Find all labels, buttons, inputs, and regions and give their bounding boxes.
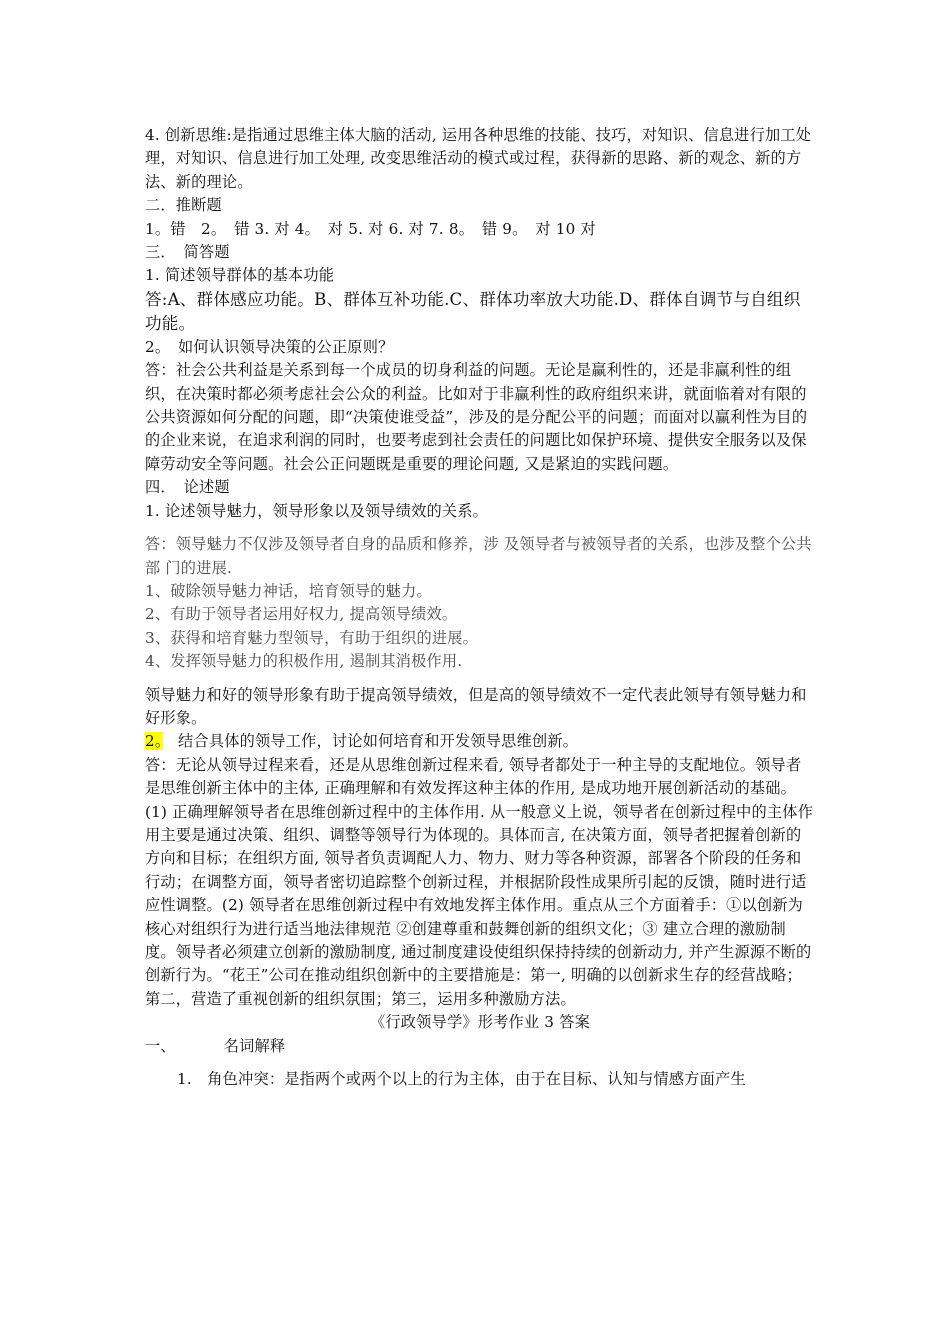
list-item: 2、有助于领导者运用好权力, 提高领导绩效。: [145, 605, 458, 624]
term-item-1: 1. 角色冲突：是指两个或两个以上的行为主体，由于在目标、认知与情感方面产生: [177, 1070, 746, 1089]
question-1: 1. 简述领导群体的基本功能: [145, 266, 335, 285]
essay-answer-1: 答：领导魅力不仅涉及领导者自身的品质和修养，涉 及领导者与被领导者的关系，也涉及整个公共部 门的进展.: [145, 535, 812, 577]
document-body: [145, 124, 815, 1091]
list-item: 1、破除领导魅力神话，培育领导的魅力。: [145, 581, 432, 600]
list-item: 4、发挥领导魅力的积极作用, 遏制其消极作用.: [145, 652, 463, 671]
definition-creative-thinking: 4. 创新思维:是指通过思维主体大脑的活动, 运用各种思维的技能、技巧，对知识、信息进行加工处理，对知识、信息进行加工处理, 改变思维活动的模式或过程，获得新的思路、新的观念、新的方法、新的理论。: [145, 126, 812, 191]
section-number: 一、: [145, 1036, 176, 1055]
judgment-answers: 1。错 2。 错 3. 对 4。 对 5. 对 6. 对 7. 8。 错 9。 对 10 对: [145, 219, 596, 238]
essay-answer-2: 答：无论从领导过程来看，还是从思维创新过程来看, 领导者都处于一种主导的支配地位。领导者是思维创新主体中的主体, 正确理解和有效发挥这种主体的作用, 是成功地开展创新活动的基础。(1) 正确理解领导者在思维创新过程中的主体作用. 从一般意义上说，领导者在创新过程中的主体作用主要是通过决策、组织、调整等领导行为体现的。具体而言, 在决策方面，领导者把握着创新的方向和目标；在组织方面, 领导者负责调配人力、物力、财力等各种资源，部署各个阶段的任务和行动；在调整方面，领导者密切追踪整个创新过程，并根据阶段性成果所引起的反馈，随时进行适应性调整。(2) 领导者在思维创新过程中有效地发挥主体作用。重点从三个方面着手：①以创新为核心对组织行为进行适当地法律规范 ②创建尊重和鼓舞创新的组织文化；③ 建立合理的激励制度。领导者必须建立创新的激励制度, 通过制度建设使组织保持持续的创新动力, 并产生源源不断的创新行为。“花王”公司在推动组织创新中的主要措施是：第一, 明确的以创新求生存的经营战略；第二，营造了重视创新的组织氛围；第三，运用多种激励方法。: [145, 755, 814, 1008]
essay-question-1: 1. 论述领导魅力，领导形象以及领导绩效的关系。: [145, 501, 489, 520]
section-heading-terms: [145, 1035, 815, 1058]
list-item: 3、获得和培育魅力型领导，有助于组织的进展。: [145, 628, 479, 647]
answer-2: 答：社会公共利益是关系到每一个成员的切身利益的问题。无论是赢利性的，还是非赢利性的组织，在决策时都必须考虑社会公众的利益。比如对于非赢利性的政府组织来讲，就面临着对有限的公共资源如何分配的问题，即“决策使谁受益”，涉及的是分配公平的问题；而面对以赢利性为目的的企业来说，在追求利润的同时，也要考虑到社会责任的问题比如保护环境、提供安全服务以及保障劳动安全等问题。社会公正问题既是重要的理论问题, 又是紧迫的实践问题。: [145, 361, 808, 473]
section-heading-judgment: 二．推断题: [145, 196, 222, 215]
highlighted-number: 2。: [145, 732, 163, 751]
section-heading-essay: 四． 论述题: [145, 478, 230, 497]
section-title: 名词解释: [223, 1036, 286, 1055]
document-title: 《行政领导学》形考作业 3 答案: [370, 1013, 590, 1032]
question-2: 2。 如何认识领导决策的公正原则？: [145, 337, 394, 356]
section-heading-short-answer: 三． 简答题: [145, 243, 230, 262]
essay-question-2-text: 结合具体的领导工作，讨论如何培育和开发领导思维创新。: [162, 732, 579, 751]
essay-question-2: [145, 730, 815, 753]
answer-1: 答:A、群体感应功能。B、群体互补功能.C、群体功率放大功能.D、群体自调节与自组织功能。: [145, 289, 801, 333]
essay-summary: 领导魅力和好的领导形象有助于提高领导绩效，但是高的领导绩效不一定代表此领导有领导魅力和好形象。: [145, 685, 807, 727]
